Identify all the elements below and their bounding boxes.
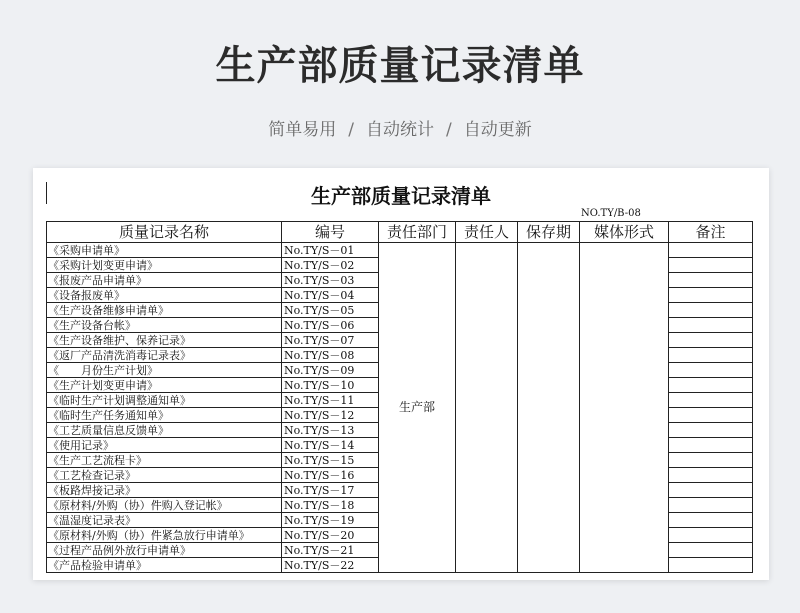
- remarks-cell[interactable]: [669, 273, 753, 288]
- remarks-cell[interactable]: [669, 513, 753, 528]
- record-code-cell[interactable]: No.TY/S－22: [282, 558, 379, 573]
- remarks-cell[interactable]: [669, 423, 753, 438]
- remarks-cell[interactable]: [669, 318, 753, 333]
- page-title: 生产部质量记录清单: [215, 43, 585, 89]
- spreadsheet-preview[interactable]: [33, 168, 769, 580]
- record-name-cell[interactable]: 《设备报废单》: [47, 288, 282, 303]
- remarks-cell[interactable]: [669, 378, 753, 393]
- remarks-cell[interactable]: [669, 243, 753, 258]
- tag-separator: /: [446, 120, 452, 140]
- table-row: [47, 243, 753, 258]
- record-name-cell[interactable]: 《原材料/外购（协）件紧急放行申请单》: [47, 528, 282, 543]
- col-header-code: 编号: [282, 222, 379, 243]
- remarks-cell[interactable]: [669, 258, 753, 273]
- remarks-cell[interactable]: [669, 483, 753, 498]
- col-header-remarks: 备注: [669, 222, 753, 243]
- remarks-cell[interactable]: [669, 528, 753, 543]
- feature-tagline: [0, 115, 800, 140]
- record-name-cell[interactable]: 《板路焊接记录》: [47, 483, 282, 498]
- record-name-cell[interactable]: 《温湿度记录表》: [47, 513, 282, 528]
- record-name-cell[interactable]: 《生产设备台帐》: [47, 318, 282, 333]
- record-code-cell[interactable]: No.TY/S－10: [282, 378, 379, 393]
- record-name-cell[interactable]: 《生产计划变更申请》: [47, 378, 282, 393]
- remarks-cell[interactable]: [669, 438, 753, 453]
- tag-auto-stats: 自动统计: [366, 120, 434, 140]
- record-name-cell[interactable]: 《生产设备维护、保养记录》: [47, 333, 282, 348]
- record-code-cell[interactable]: No.TY/S－12: [282, 408, 379, 423]
- record-name-cell[interactable]: 《临时生产任务通知单》: [47, 408, 282, 423]
- record-name-cell[interactable]: 《过程产品例外放行申请单》: [47, 543, 282, 558]
- document-number: NO.TY/B-08: [581, 208, 641, 219]
- table-header-row: [47, 222, 753, 243]
- remarks-cell[interactable]: [669, 543, 753, 558]
- record-name-cell[interactable]: 《原材料/外购（协）件购入登记帐》: [47, 498, 282, 513]
- tag-auto-update: 自动更新: [463, 120, 532, 140]
- col-header-retention: 保存期: [518, 222, 580, 243]
- col-header-record-name: 质量记录名称: [47, 222, 282, 243]
- remarks-cell[interactable]: [669, 393, 753, 408]
- owner-cell[interactable]: [456, 243, 518, 573]
- remarks-cell[interactable]: [669, 288, 753, 303]
- col-header-media: 媒体形式: [580, 222, 669, 243]
- record-name-cell[interactable]: 《工艺质量信息反馈单》: [47, 423, 282, 438]
- record-name-cell[interactable]: 《使用记录》: [47, 438, 282, 453]
- remarks-cell[interactable]: [669, 558, 753, 573]
- col-header-department: 责任部门: [379, 222, 456, 243]
- document-title: 生产部质量记录清单: [311, 184, 491, 208]
- department-cell[interactable]: 生产部: [379, 243, 456, 573]
- remarks-cell[interactable]: [669, 408, 753, 423]
- remarks-cell[interactable]: [669, 453, 753, 468]
- record-code-cell[interactable]: No.TY/S－19: [282, 513, 379, 528]
- remarks-cell[interactable]: [669, 333, 753, 348]
- record-code-cell[interactable]: No.TY/S－01: [282, 243, 379, 258]
- record-code-cell[interactable]: No.TY/S－02: [282, 258, 379, 273]
- record-code-cell[interactable]: No.TY/S－03: [282, 273, 379, 288]
- tag-easy: 简单易用: [268, 120, 337, 140]
- table-body: [47, 243, 753, 573]
- remarks-cell[interactable]: [669, 498, 753, 513]
- media-cell[interactable]: [580, 243, 669, 573]
- tag-separator: /: [348, 120, 354, 140]
- record-name-cell[interactable]: 《生产设备维修申请单》: [47, 303, 282, 318]
- record-name-cell[interactable]: 《生产工艺流程卡》: [47, 453, 282, 468]
- records-table: [46, 221, 753, 573]
- record-code-cell[interactable]: No.TY/S－16: [282, 468, 379, 483]
- record-code-cell[interactable]: No.TY/S－08: [282, 348, 379, 363]
- remarks-cell[interactable]: [669, 348, 753, 363]
- record-code-cell[interactable]: No.TY/S－21: [282, 543, 379, 558]
- record-code-cell[interactable]: No.TY/S－17: [282, 483, 379, 498]
- remarks-cell[interactable]: [669, 363, 753, 378]
- remarks-cell[interactable]: [669, 468, 753, 483]
- record-name-cell[interactable]: 《工艺检查记录》: [47, 468, 282, 483]
- record-name-cell[interactable]: 《采购申请单》: [47, 243, 282, 258]
- record-name-cell[interactable]: 《临时生产计划调整通知单》: [47, 393, 282, 408]
- record-code-cell[interactable]: No.TY/S－07: [282, 333, 379, 348]
- record-code-cell[interactable]: No.TY/S－06: [282, 318, 379, 333]
- record-name-cell[interactable]: 《采购计划变更申请》: [47, 258, 282, 273]
- record-code-cell[interactable]: No.TY/S－04: [282, 288, 379, 303]
- record-name-cell[interactable]: 《产品检验申请单》: [47, 558, 282, 573]
- record-name-cell[interactable]: 《报废产品申请单》: [47, 273, 282, 288]
- col-header-owner: 责任人: [456, 222, 518, 243]
- record-name-cell[interactable]: 《返厂产品清洗消毒记录表》: [47, 348, 282, 363]
- record-code-cell[interactable]: No.TY/S－14: [282, 438, 379, 453]
- record-code-cell[interactable]: No.TY/S－11: [282, 393, 379, 408]
- remarks-cell[interactable]: [669, 303, 753, 318]
- record-code-cell[interactable]: No.TY/S－13: [282, 423, 379, 438]
- record-name-cell[interactable]: 《 月份生产计划》: [47, 363, 282, 378]
- retention-cell[interactable]: [518, 243, 580, 573]
- record-code-cell[interactable]: No.TY/S－05: [282, 303, 379, 318]
- record-code-cell[interactable]: No.TY/S－09: [282, 363, 379, 378]
- record-code-cell[interactable]: No.TY/S－18: [282, 498, 379, 513]
- record-code-cell[interactable]: No.TY/S－20: [282, 528, 379, 543]
- record-code-cell[interactable]: No.TY/S－15: [282, 453, 379, 468]
